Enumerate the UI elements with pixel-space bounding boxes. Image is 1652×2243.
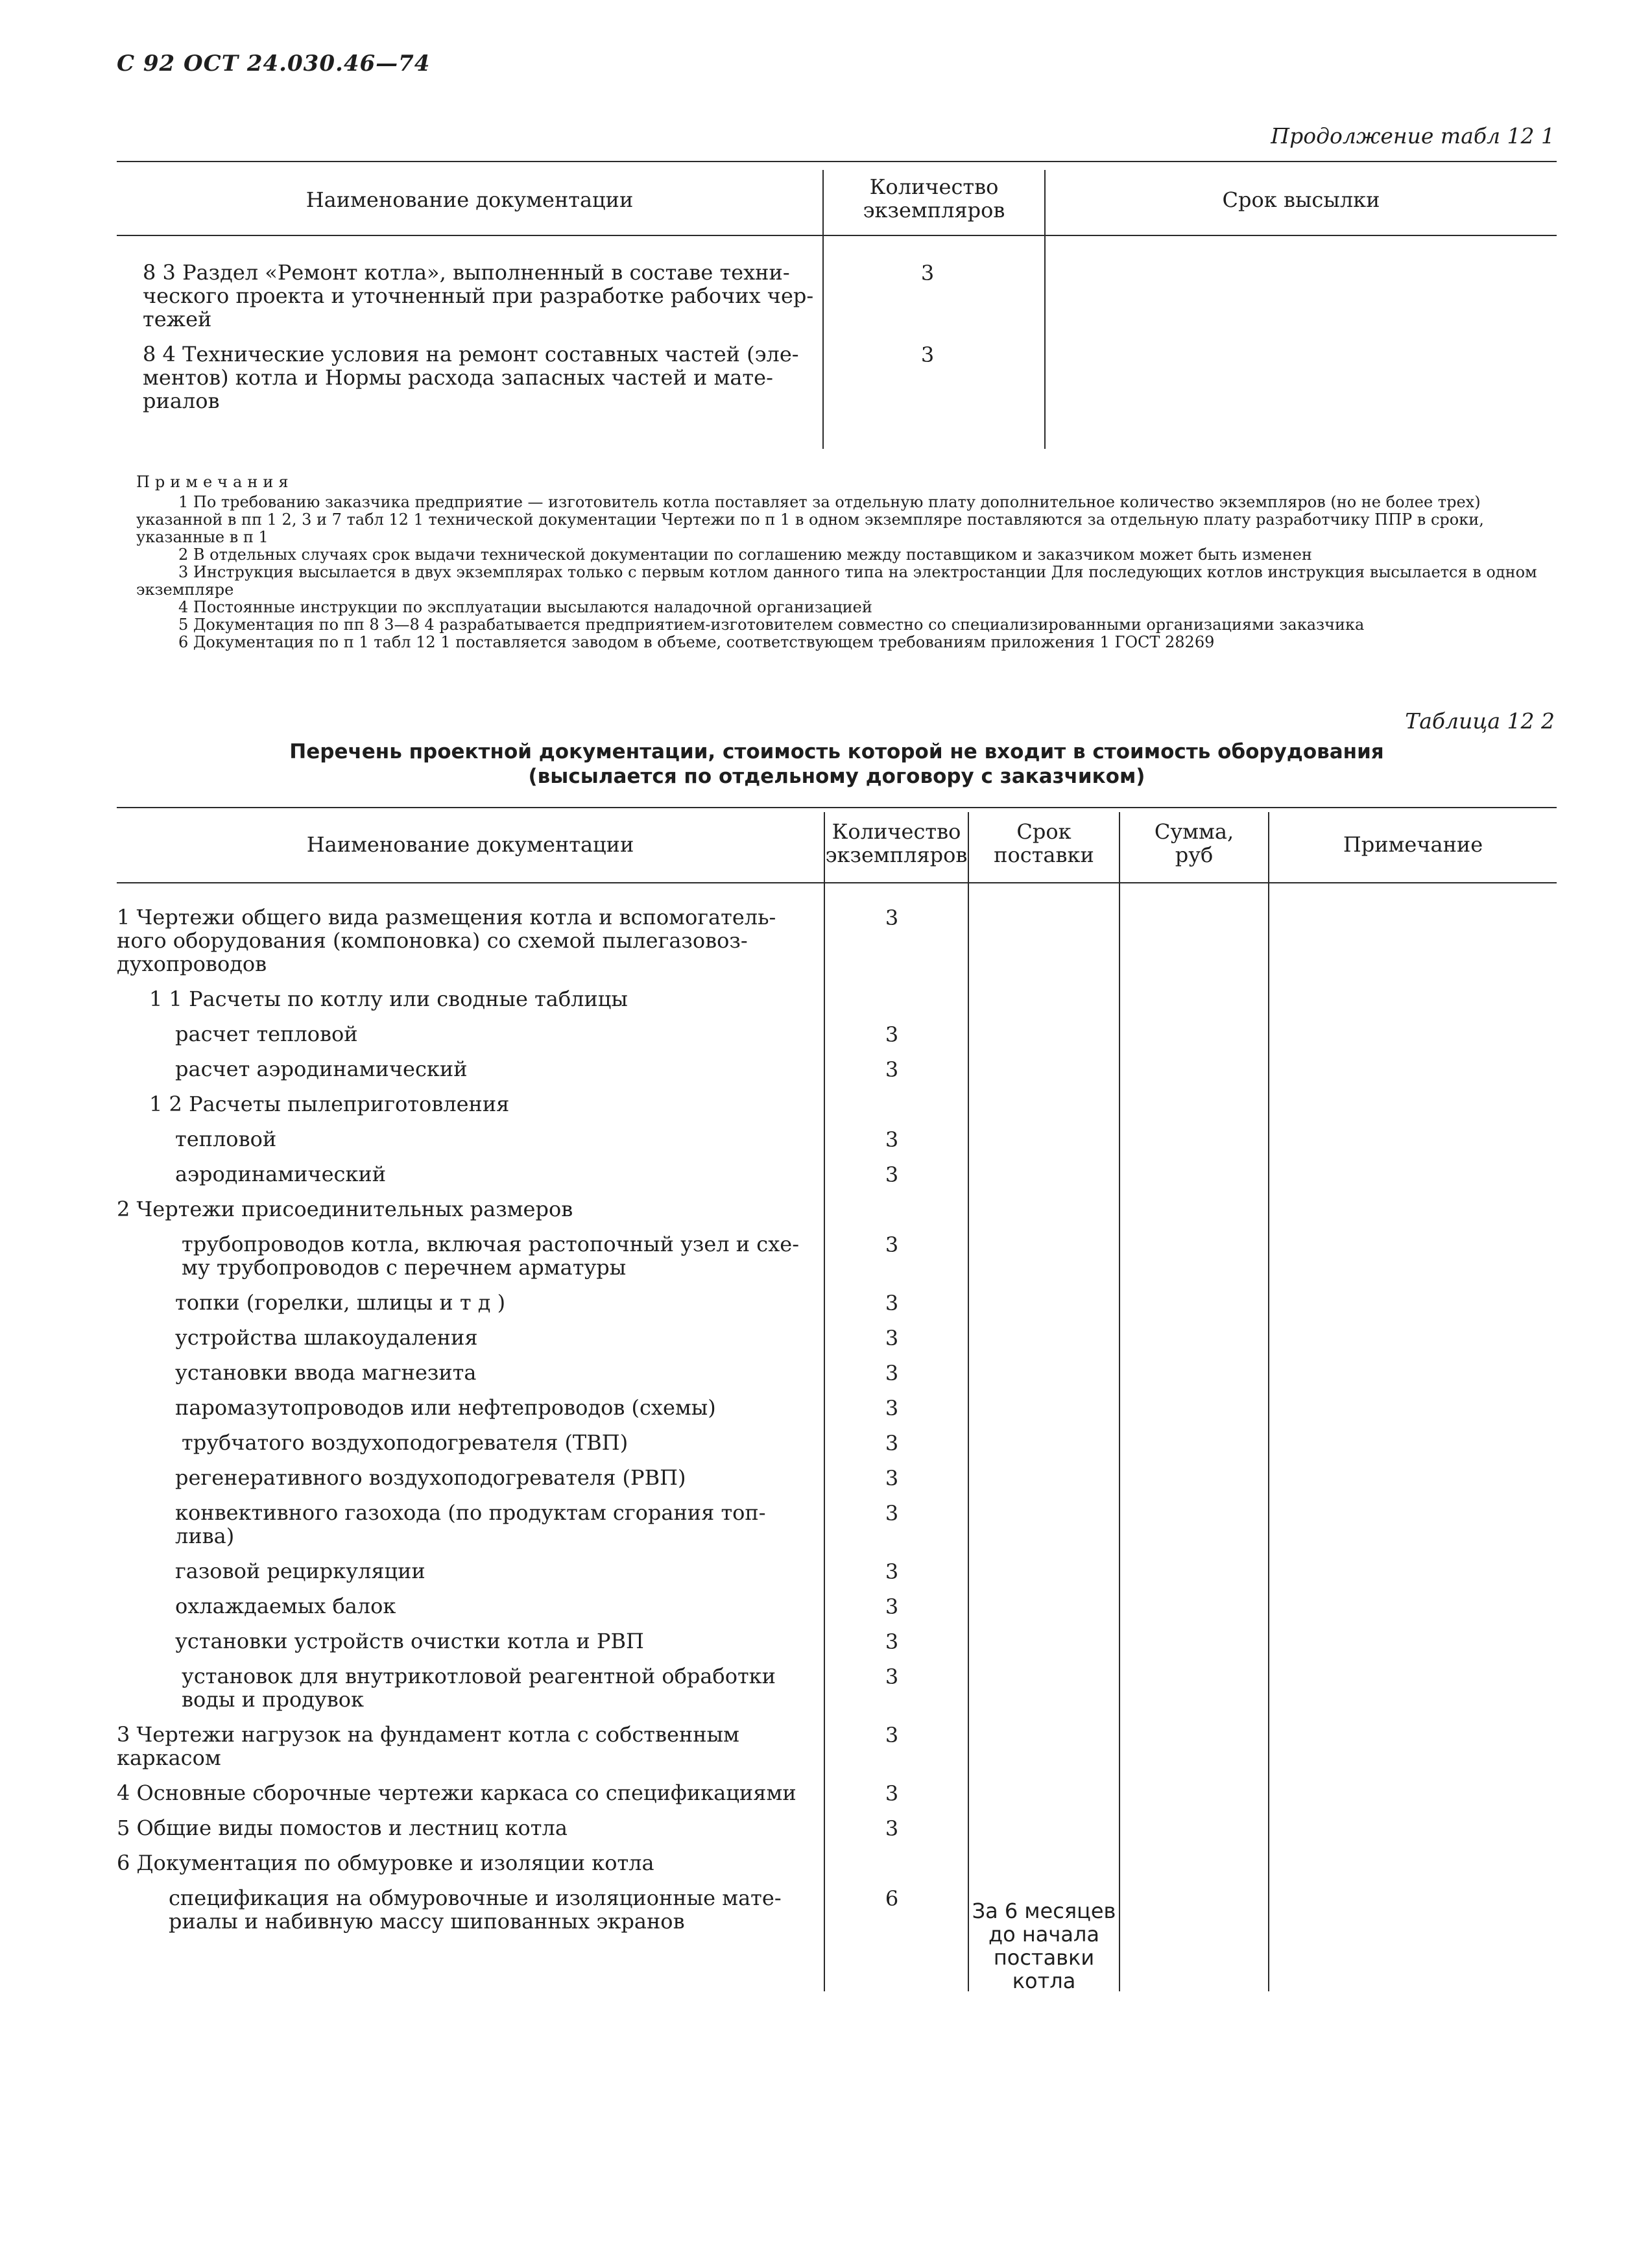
row-qty: 3 [885,1291,899,1315]
document-code: С 92 ОСТ 24.030.46—74 [117,51,431,77]
column-header-qty: Количество экземпляров [863,174,1005,222]
column-divider [1119,812,1120,1991]
note-item: 4 Постоянные инструкции по эксплуатации высылаются наладочной организацией [178,598,872,616]
row-qty: 3 [920,261,935,285]
row-qty: 3 [885,1664,899,1689]
header-line: Количество [832,819,961,844]
row-qty: 3 [885,1361,899,1385]
row-qty: 3 [885,1022,899,1047]
row-qty: 3 [885,1501,899,1526]
note-item: 3 Инструкция высылается в двух экземплярах только с первым котлом данного типа на электростанции Для последующих котлов инструкция высылается в одном экземпляре [136,563,1537,599]
column-header-term: Срок высылки [1222,187,1380,212]
row-text-line: ментов) котла и Нормы расхода запасных частей и мате- [143,365,773,390]
column-divider [822,170,824,449]
column-header-term [969,820,1119,867]
note-item: 5 Документация по пп 8 3—8 4 разрабатывается предприятием-изготовителем совместно со специализированными организациями заказчика [178,616,1365,634]
row-qty: 3 [885,1232,899,1257]
row-qty: 3 [885,1559,899,1584]
header-line: экземпляров [825,843,968,867]
column-header-sum [1120,820,1268,867]
row-text-line: 8 4 Технические условия на ремонт составных частей (эле- [143,342,799,366]
row-text-line: 3 Чертежи нагрузок на фундамент котла с собственным [117,1722,739,1747]
row-text-line: тепловой [175,1127,277,1151]
row-text-line: трубчатого воздухоподогревателя (ТВП) [182,1430,628,1455]
column-header-qty [825,820,968,867]
row-text-line: расчет тепловой [175,1022,358,1046]
column-divider [1268,812,1269,1991]
row-qty: 3 [885,1057,899,1082]
row-text-line: охлаждаемых балок [175,1594,396,1618]
row-text-line: ного оборудования (компоновка) со схемой пылегазовоз- [117,928,748,953]
column-header-name: Наименование документации [305,187,634,212]
row-text-line: духопроводов [117,952,267,976]
row-qty: 3 [885,1816,899,1841]
row-term-line: до начала [988,1922,1099,1947]
note-item: 2 В отдельных случаях срок выдачи технической документации по соглашению между поставщиком и заказчиком может быть изменен [178,546,1312,564]
row-text-line: ческого проекта и уточненный при разработке рабочих чер- [143,283,814,308]
header-line: Срок [1016,819,1071,844]
row-text-line: риалов [143,389,220,413]
row-text-line: 2 Чертежи присоединительных размеров [117,1197,573,1221]
column-divider [1044,170,1046,449]
row-qty: 3 [885,906,899,930]
row-text-line: установки устройств очистки котла и РВП [175,1629,644,1653]
row-text-line: лива) [175,1524,235,1548]
column-divider [968,812,969,1991]
table-border [117,807,1557,808]
header-line: поставки [994,843,1094,867]
row-text-line: паромазутопроводов или нефтепроводов (схемы) [175,1395,716,1420]
row-qty: 3 [885,1629,899,1654]
row-text-line: газовой рециркуляции [175,1559,425,1583]
row-text-line: 8 3 Раздел «Ремонт котла», выполненный в составе техни- [143,260,790,285]
row-text-line: спецификация на обмуровочные и изоляционные мате- [169,1886,782,1910]
row-text-line: топки (горелки, шлицы и т д ) [175,1290,506,1315]
row-term-line: поставки [993,1945,1095,1970]
column-header-name: Наименование документации [306,832,634,857]
row-qty: 3 [885,1781,899,1806]
row-text-line: 1 1 Расчеты по котлу или сводные таблицы [149,987,628,1011]
row-text-line: 1 2 Расчеты пылеприготовления [149,1092,510,1116]
row-text-line: му трубопроводов с перечнем арматуры [182,1255,627,1280]
row-qty: 3 [920,342,935,367]
row-text-line: трубопроводов котла, включая растопочный узел и схе- [182,1232,800,1256]
table-2-title-line: Перечень проектной документации, стоимость которой не входит в стоимость оборудования [289,740,1384,763]
row-qty: 3 [885,1723,899,1747]
notes-block [136,474,1537,651]
header-line: руб [1175,843,1214,867]
row-text-line: тежей [143,307,212,331]
notes-title: Примечания [136,473,294,491]
header-line: Сумма, [1154,819,1234,844]
row-text-line: 6 Документация по обмуровке и изоляции котла [117,1851,654,1875]
column-divider [824,812,825,1991]
row-qty: 6 [885,1886,899,1911]
row-text-line: установок для внутрикотловой реагентной обработки [182,1664,776,1688]
row-term-line: За 6 месяцев [972,1899,1116,1923]
row-text-line: аэродинамический [175,1162,387,1186]
row-qty: 3 [885,1594,899,1619]
table-2-label: Таблица 12 2 [1405,708,1555,734]
note-item: 1 По требованию заказчика предприятие — изготовитель котла поставляет за отдельную плату дополнительное количество экземпляров (но не более трех) указанной в пп 1 2, 3 и 7 табл 12 1 технической документации Чертежи по п 1 в одном экземпляре поставляются за отдельную плату разработчику ППР в сроки, указанные в п 1 [136,493,1484,546]
row-term-line: котла [1012,1969,1076,1993]
table-2-title [117,739,1557,789]
row-text-line: регенеративного воздухоподогревателя (РВП) [175,1465,686,1490]
row-text-line: установки ввода магнезита [175,1360,477,1385]
row-text-line: 4 Основные сборочные чертежи каркаса со спецификациями [117,1781,796,1805]
row-text-line: 1 Чертежи общего вида размещения котла и вспомогатель- [117,905,776,930]
table-border [117,161,1557,162]
row-qty: 3 [885,1326,899,1350]
note-item: 6 Документация по п 1 табл 12 1 поставляется заводом в объеме, соответствующем требованиям приложения 1 ГОСТ 28269 [178,633,1215,651]
row-qty: 3 [885,1127,899,1152]
row-text-line: устройства шлакоудаления [175,1325,478,1350]
row-text-line: воды и продувок [182,1687,365,1712]
table-continuation-label: Продолжение табл 12 1 [1271,123,1555,149]
row-text-line: каркасом [117,1745,221,1770]
row-qty: 3 [885,1431,899,1456]
row-text-line: 5 Общие виды помостов и лестниц котла [117,1816,568,1840]
column-header-note: Примечание [1343,832,1483,857]
row-qty: 3 [885,1396,899,1421]
table-2-title-line: (высылается по отдельному договору с заказчиком) [528,765,1145,788]
row-qty: 3 [885,1466,899,1491]
table-border [117,882,1557,883]
row-text-line: конвективного газохода (по продуктам сгорания топ- [175,1500,766,1525]
row-text-line: риалы и набивную массу шипованных экранов [169,1909,685,1934]
table-border [117,235,1557,236]
row-qty: 3 [885,1162,899,1187]
row-text-line: расчет аэродинамический [175,1057,468,1081]
